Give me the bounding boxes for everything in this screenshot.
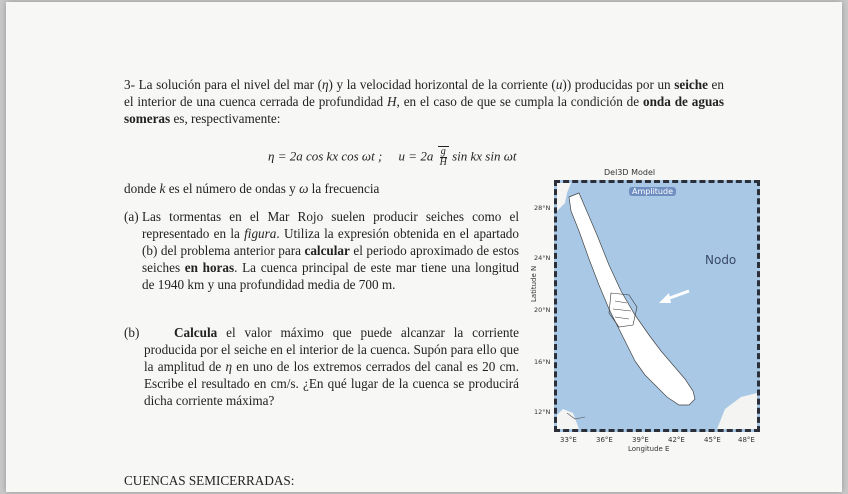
lon-tick: 48°E bbox=[738, 436, 755, 444]
section-heading: CUENCAS SEMICERRADAS: bbox=[124, 473, 295, 488]
seiche-term: seiche bbox=[674, 77, 708, 92]
part-a-body: Las tormentas en el Mar Rojo suelen producir seiches como el representado en la figura. Utiliza la expresión obtenida en el apartado (b) del problema anterior para calcular el periodo aproximado de estos seiches en horas. La cuenca principal de este mar tiene una longitud de 1940 km y una profundidad media de 700 m. bbox=[142, 209, 519, 292]
document-page bbox=[6, 2, 842, 492]
formula-line bbox=[268, 146, 517, 168]
map-xlabel: Longitude E bbox=[628, 445, 670, 453]
part-a bbox=[124, 208, 519, 293]
question-intro: 3- La solución para el nivel del mar (η) y la velocidad horizontal de la corriente (u)) producidas por un seiche en el interior de una cuenca cerrada de profundidad H, en el caso de que se cumpla la condición de onda de aguas someras es, respectivamente: bbox=[124, 77, 725, 126]
lon-tick: 33°E bbox=[560, 436, 577, 444]
map-frame bbox=[554, 180, 760, 432]
part-b-label: (b) bbox=[124, 325, 140, 340]
lat-tick: 12°N bbox=[534, 408, 551, 416]
u-equation-prefix: u = 2a bbox=[398, 148, 434, 164]
shallow-water-term: onda de aguas someras bbox=[124, 94, 724, 126]
lat-tick: 24°N bbox=[534, 254, 551, 262]
amplitude-label: Amplitude bbox=[629, 187, 676, 196]
lat-tick: 28°N bbox=[534, 204, 551, 212]
map-title: Del3D Model bbox=[604, 168, 656, 177]
map-ylabel: Latitude N bbox=[530, 265, 538, 302]
lat-tick: 16°N bbox=[534, 358, 551, 366]
part-a-label: (a) bbox=[124, 209, 139, 224]
map-svg bbox=[557, 183, 757, 429]
part-b bbox=[124, 324, 519, 409]
question-number: 3- bbox=[124, 77, 135, 92]
lon-tick: 39°E bbox=[632, 436, 649, 444]
nodo-label: Nodo bbox=[705, 253, 737, 267]
lat-tick: 20°N bbox=[534, 306, 551, 314]
lon-tick: 36°E bbox=[596, 436, 613, 444]
u-equation-suffix: sin kx sin ωt bbox=[452, 148, 517, 164]
donde-line: donde k es el número de ondas y ω la frecuencia bbox=[124, 181, 380, 196]
eta-equation: η = 2a cos kx cos ωt ; bbox=[268, 148, 383, 164]
sqrt-term: $\frac{g}{H}$ bbox=[439, 146, 447, 168]
red-sea-map-figure bbox=[526, 166, 776, 466]
part-b-body: Calcula el valor máximo que puede alcanzar la corriente producida por el seiche en el interior de la cuenca. Supón para ello que la amplitud de η en uno de los extremos cerrados del canal es 20 cm. Escribe el resultado en cm/s. ¿En qué lugar de la cuenca se producirá dicha corriente máxima? bbox=[144, 325, 519, 408]
lon-tick: 42°E bbox=[668, 436, 685, 444]
lon-tick: 45°E bbox=[704, 436, 721, 444]
